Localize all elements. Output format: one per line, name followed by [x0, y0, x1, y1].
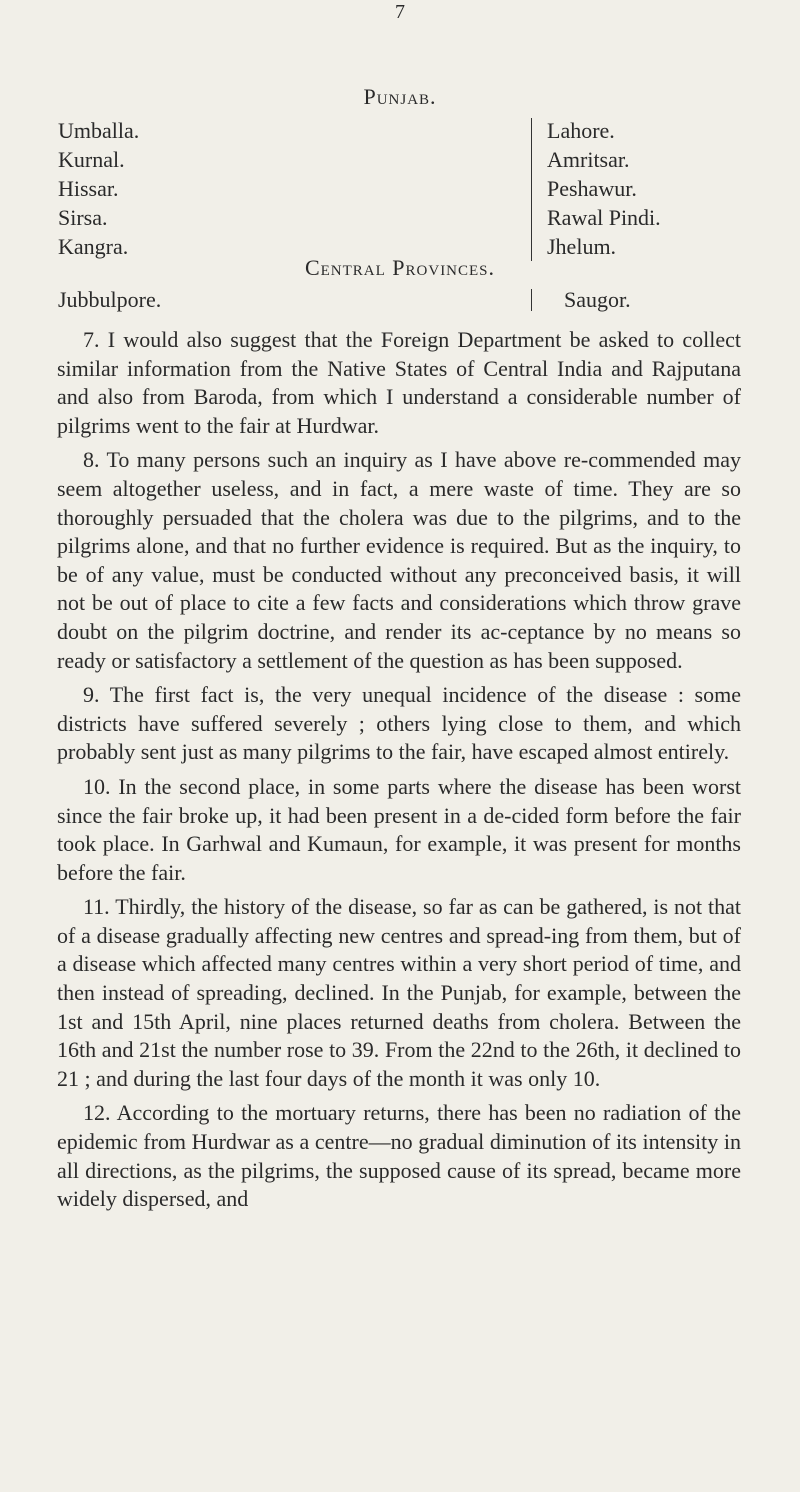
paragraph-9: 9. The first fact is, the very unequal incidence of the disease : some districts have suffered severely ; others lying close to them, and which probably sent just as many pilgrims to the fair, have escaped almost entirely. [57, 682, 741, 765]
place-item: Saugor. [564, 287, 631, 312]
place-item: Amritsar. [547, 147, 630, 172]
central-left-column [58, 285, 161, 314]
paragraph-11: 11. Thirdly, the history of the disease, so far as can be gathered, is not that of a disease gradually affecting new centres and spread-ing from them, but of a disease which affected many centres within a very short period of time, and then instead of spreading, declined. In the Punjab, for example, between the 1st and 15th April, nine places returned deaths from cholera. Between the 16th and 21st the number rose to 39. From the 22nd to the 26th, it declined to 21 ; and during the last four days of the month it was only 10. [57, 894, 741, 1091]
paragraph-7: 7. I would also suggest that the Foreign Department be asked to collect similar information from the Native States of Central India and Rajputana and also from Baroda, from which I understand a considerable number of pilgrims went to the fair at Hurdwar. [57, 327, 741, 438]
column-divider [531, 289, 532, 311]
place-item: Sirsa. [58, 205, 108, 230]
place-item: Jubbulpore. [58, 287, 162, 312]
central-right-column [564, 285, 631, 314]
place-item: Rawal Pindi. [547, 205, 661, 230]
punjab-right-column [547, 116, 661, 261]
place-item: Kangra. [58, 234, 129, 259]
page-number: 7 [395, 1, 405, 23]
punjab-heading: Punjab. [363, 84, 437, 109]
paragraph-12: 12. According to the mortuary returns, there has been no radiation of the epidemic from Hurdwar as a centre—no gradual diminution of its intensity in all directions, as the pilgrims, the supposed cause of its spread, became more widely dispersed, and [57, 1100, 741, 1212]
place-item: Hissar. [58, 176, 119, 201]
central-provinces-heading: Central Provinces. [304, 255, 496, 280]
place-item: Lahore. [547, 118, 615, 143]
place-item: Jhelum. [547, 234, 617, 259]
paragraph-10: 10. In the second place, in some parts where the disease has been worst since the fair broke up, it had been present in a de-cided form before the fair took place. In Garhwal and Kumaun, for example, it was present for months before the fair. [57, 773, 741, 885]
paragraph-8: 8. To many persons such an inquiry as I have above re-commended may seem altogether useless, and in fact, a mere waste of time. They are so thoroughly persuaded that the cholera was due to the pilgrims, and to the pilgrims alone, and that no further evidence is required. But as the inquiry, to be of any value, must be conducted without any preconceived basis, it will not be out of place to cite a few facts and considerations which throw grave doubt on the pilgrim doctrine, and render its ac-ceptance by no means so ready or satisfactory a settlement of the question as has been supposed. [57, 447, 741, 673]
place-item: Kurnal. [58, 147, 125, 172]
place-item: Peshawur. [547, 176, 637, 201]
punjab-left-column [58, 116, 139, 261]
place-item: Umballa. [58, 118, 140, 143]
column-divider [531, 118, 532, 261]
body-text [57, 326, 741, 1220]
